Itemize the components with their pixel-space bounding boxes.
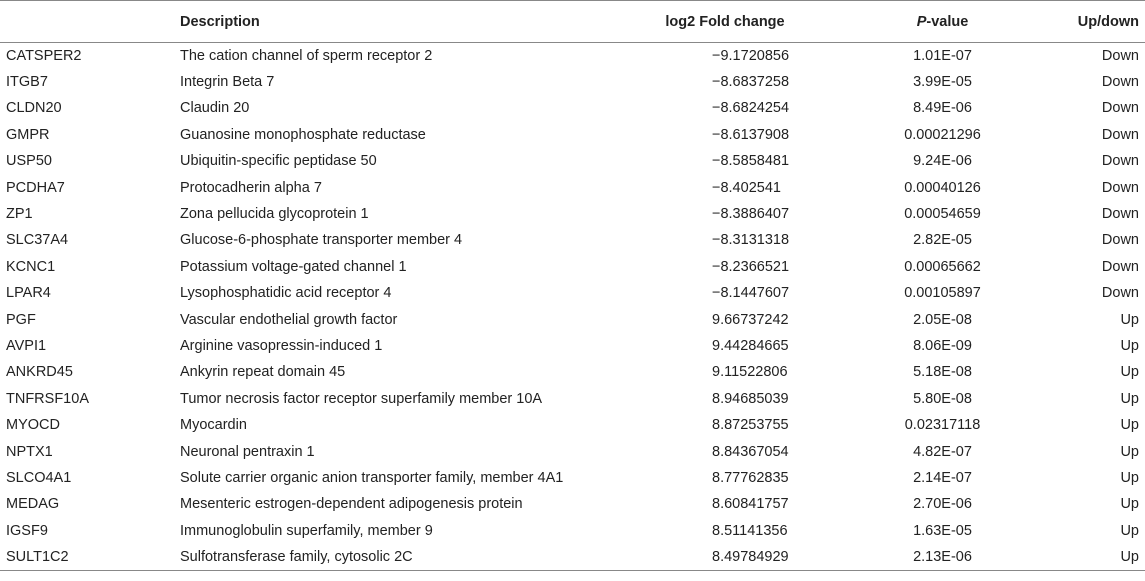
description-cell: Tumor necrosis factor receptor superfamily member 10A: [180, 390, 543, 407]
p-value-cell: 2.14E-07: [913, 469, 972, 486]
gene-cell: PGF: [6, 311, 36, 328]
header-fold-change: log2 Fold change: [600, 1, 850, 43]
fold-change-cell: −8.402541: [712, 179, 781, 196]
fold-change-cell: −8.6824254: [712, 100, 790, 117]
fold-change-cell: 8.51141356: [712, 522, 788, 539]
p-value-cell: 1.01E-07: [913, 47, 972, 64]
gene-cell: NPTX1: [6, 443, 53, 460]
header-p-value: [850, 1, 1035, 43]
gene-cell: ITGB7: [6, 74, 48, 91]
direction-cell: Up: [1120, 337, 1139, 354]
direction-cell: Up: [1120, 522, 1139, 539]
fold-change-cell: 9.66737242: [712, 311, 789, 328]
p-value-cell: 9.24E-06: [913, 153, 972, 170]
description-cell: Neuronal pentraxin 1: [180, 443, 315, 460]
fold-change-cell: 9.11522806: [712, 364, 788, 381]
direction-cell: Down: [1101, 47, 1139, 64]
table-row: [0, 544, 1145, 570]
gene-cell: SLC37A4: [6, 232, 69, 249]
fold-change-cell: 8.87253755: [712, 417, 789, 434]
direction-cell: Down: [1101, 126, 1139, 143]
gene-cell: LPAR4: [6, 285, 51, 302]
gene-cell: USP50: [6, 153, 52, 170]
description-cell: Potassium voltage-gated channel 1: [180, 258, 407, 275]
p-value-cell: 2.82E-05: [913, 232, 972, 249]
description-cell: Mesenteric estrogen-dependent adipogenesis protein: [180, 496, 523, 513]
fold-change-cell: 8.84367054: [712, 443, 789, 460]
table-row: [0, 69, 1145, 95]
table-row: [0, 412, 1145, 438]
description-cell: Solute carrier organic anion transporter family, member 4A1: [180, 469, 564, 486]
fold-change-cell: −8.3886407: [712, 206, 790, 223]
p-value-cell: 8.06E-09: [913, 337, 972, 354]
gene-cell: CLDN20: [6, 100, 62, 117]
fold-change-cell: −9.1720856: [712, 47, 790, 64]
p-value-cell: 8.49E-06: [913, 100, 972, 117]
description-cell: Arginine vasopressin-induced 1: [180, 337, 383, 354]
table-row: [0, 95, 1145, 121]
p-value-cell: 0.02317118: [904, 417, 981, 434]
gene-cell: TNFRSF10A: [6, 390, 89, 407]
fold-change-cell: 8.77762835: [712, 469, 789, 486]
p-value-cell: 2.13E-06: [850, 544, 1035, 570]
header-gene: [0, 1, 170, 43]
table-row: [0, 333, 1145, 359]
p-value-cell: 2.70E-06: [913, 496, 972, 513]
direction-cell: Up: [1120, 390, 1139, 407]
header-up-down: Up/down: [1035, 1, 1145, 43]
header-p-value-rest: -value: [926, 13, 969, 30]
table-row: [0, 280, 1145, 306]
gene-cell: SULT1C2: [0, 544, 170, 570]
header-p-value-italic: P: [916, 13, 927, 30]
table-row: [0, 518, 1145, 544]
direction-cell: Up: [1035, 544, 1145, 570]
description-cell: Protocadherin alpha 7: [180, 179, 322, 196]
direction-cell: Down: [1101, 258, 1139, 275]
description-cell: Immunoglobulin superfamily, member 9: [180, 522, 433, 539]
direction-cell: Down: [1101, 179, 1139, 196]
description-cell: Ankyrin repeat domain 45: [180, 364, 346, 381]
table-row: [0, 201, 1145, 227]
gene-cell: PCDHA7: [6, 179, 65, 196]
description-cell: Myocardin: [180, 417, 247, 434]
direction-cell: Up: [1120, 417, 1139, 434]
p-value-cell: 0.00021296: [904, 126, 981, 143]
table-row: [0, 491, 1145, 517]
description-cell: Integrin Beta 7: [180, 74, 275, 91]
p-value-cell: 4.82E-07: [913, 443, 972, 460]
gene-cell: CATSPER2: [6, 47, 82, 64]
fold-change-cell: −8.2366521: [712, 258, 790, 275]
table-row: [0, 43, 1145, 69]
table-row: [0, 306, 1145, 332]
description-cell: Glucose-6-phosphate transporter member 4: [180, 232, 463, 249]
table-row: [0, 174, 1145, 200]
fold-change-cell: 8.94685039: [712, 390, 789, 407]
fold-change-cell: −8.6837258: [712, 74, 790, 91]
direction-cell: Down: [1101, 285, 1139, 302]
p-value-cell: 0.00105897: [904, 285, 981, 302]
description-cell: Sulfotransferase family, cytosolic 2C: [170, 544, 600, 570]
p-value-cell: 0.00065662: [904, 258, 981, 275]
fold-change-cell: 8.49784929: [600, 544, 850, 570]
fold-change-cell: 8.60841757: [712, 496, 789, 513]
description-cell: Lysophosphatidic acid receptor 4: [180, 285, 392, 302]
table-row: [0, 227, 1145, 253]
p-value-cell: 0.00054659: [904, 206, 981, 223]
p-value-cell: 5.18E-08: [913, 364, 972, 381]
gene-cell: MEDAG: [6, 496, 60, 513]
table-header-row: [0, 1, 1145, 43]
p-value-cell: 0.00040126: [904, 179, 981, 196]
table-row: [0, 148, 1145, 174]
description-cell: Claudin 20: [180, 100, 250, 117]
description-cell: Guanosine monophosphate reductase: [180, 126, 426, 143]
table-body: [0, 43, 1145, 571]
fold-change-cell: 9.44284665: [712, 337, 789, 354]
header-description: Description: [170, 1, 600, 43]
direction-cell: Down: [1101, 100, 1139, 117]
p-value-cell: 3.99E-05: [913, 74, 972, 91]
direction-cell: Down: [1101, 74, 1139, 91]
p-value-cell: 1.63E-05: [913, 522, 972, 539]
direction-cell: Down: [1101, 232, 1139, 249]
direction-cell: Up: [1120, 469, 1139, 486]
table-row: [0, 438, 1145, 464]
gene-cell: ANKRD45: [6, 364, 73, 381]
gene-cell: KCNC1: [6, 258, 56, 275]
gene-cell: ZP1: [6, 206, 33, 223]
direction-cell: Down: [1101, 206, 1139, 223]
gene-cell: GMPR: [6, 126, 50, 143]
fold-change-cell: −8.6137908: [712, 126, 790, 143]
table-row: [0, 254, 1145, 280]
description-cell: The cation channel of sperm receptor 2: [180, 47, 433, 64]
gene-cell: MYOCD: [6, 417, 60, 434]
fold-change-cell: −8.3131318: [712, 232, 790, 249]
description-cell: Zona pellucida glycoprotein 1: [180, 206, 369, 223]
direction-cell: Up: [1120, 311, 1139, 328]
p-value-cell: 5.80E-08: [913, 390, 972, 407]
gene-cell: SLCO4A1: [6, 469, 72, 486]
direction-cell: Down: [1101, 153, 1139, 170]
table-row: [0, 465, 1145, 491]
direction-cell: Up: [1120, 496, 1139, 513]
table-row: [0, 359, 1145, 385]
fold-change-cell: −8.5858481: [712, 153, 790, 170]
table-row: [0, 386, 1145, 412]
direction-cell: Up: [1120, 443, 1139, 460]
gene-cell: AVPI1: [6, 337, 47, 354]
description-cell: Vascular endothelial growth factor: [180, 311, 398, 328]
description-cell: Ubiquitin-specific peptidase 50: [180, 153, 377, 170]
table-row: [0, 122, 1145, 148]
p-value-cell: 2.05E-08: [913, 311, 972, 328]
gene-cell: IGSF9: [6, 522, 48, 539]
fold-change-cell: −8.1447607: [712, 285, 790, 302]
direction-cell: Up: [1120, 364, 1139, 381]
